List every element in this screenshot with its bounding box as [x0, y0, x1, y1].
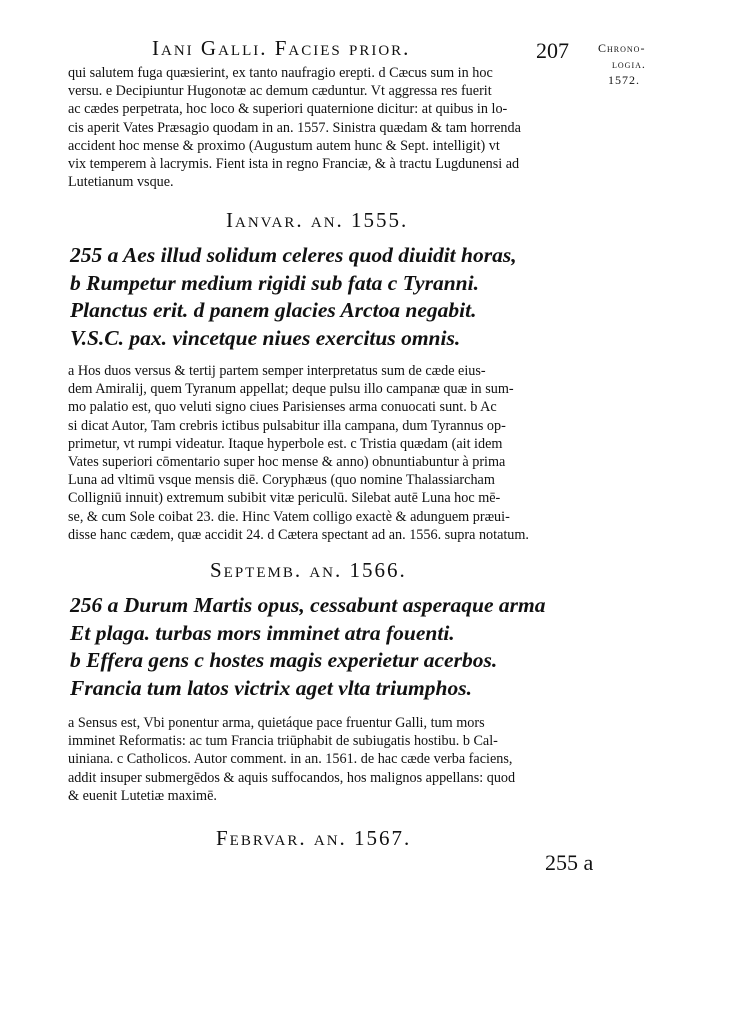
- page-number: 207: [536, 38, 569, 63]
- verse-line: Francia tum latos victrix aget vlta triumphos.: [70, 675, 472, 700]
- margin-note-line: Chrono-: [598, 41, 646, 55]
- catchword: 255 a: [545, 850, 594, 875]
- note-line: cis aperit Vates Præsagio quodam in an. 1557. Sinistra quædam & tam horrenda: [68, 119, 521, 136]
- commentary-block: [68, 714, 590, 805]
- commentary-block: [68, 362, 590, 544]
- commentary-line: addit insuper submergēdos & aquis suffocandos, hos malignos appellans: quod: [68, 769, 516, 786]
- section-heading: Septemb. an. 1566.: [210, 558, 407, 582]
- commentary-line: Vates superiori cōmentario super hoc mense & anno) obnuntiabuntur à prima: [68, 454, 506, 471]
- margin-note-line: 1572.: [608, 73, 640, 87]
- commentary-line: primetur, vt rumpi videatur. Itaque hyperbole est. c Tristia quædam (ait idem: [68, 435, 503, 452]
- verse-block: [70, 242, 590, 352]
- verse-line: b Rumpetur medium rigidi sub fata c Tyranni.: [70, 270, 479, 295]
- note-line: versu. e Decipiuntur Hugonotæ ac demum cæduntur. Vt aggressa res fuerit: [68, 83, 492, 100]
- commentary-line: Luna ad vltimū vsque mensis diē. Coryphæus (quo nomine Thalassiarcham: [68, 472, 495, 489]
- commentary-line: dem Amiralij, quem Tyranum appellat; deque pulsu illo campanæ quæ in sum-: [68, 381, 514, 398]
- note-line: vix temperem à lacrymis. Fient ista in regno Franciæ, & à tractu Lugdunensi ad: [68, 156, 520, 173]
- verse-block: [70, 592, 590, 702]
- running-head: Iani Galli. Facies prior.: [152, 36, 411, 60]
- section-heading: Febrvar. an. 1567.: [216, 826, 412, 850]
- commentary-line: imminet Reformatis: ac tum Francia triūphabit de subiugatis hostibu. b Cal-: [68, 733, 498, 750]
- commentary-line: disse hanc cædem, quæ accidit 24. d Cætera spectant ad an. 1556. supra notatum.: [68, 526, 529, 543]
- note-line: Lutetianum vsque.: [68, 174, 174, 191]
- margin-note-line: logia.: [612, 57, 646, 71]
- note-line: qui salutem fuga quæsierint, ex tanto naufragio erepti. d Cæcus sum in hoc: [68, 65, 493, 81]
- commentary-line: mo palatio est, quo veluti signo ciues Parisienses arma conuocati sunt. b Ac: [68, 399, 497, 416]
- commentary-line: a Hos duos versus & tertij partem semper interpretatus sum de cæde eius-: [68, 363, 486, 379]
- verse-line: Planctus erit. d panem glacies Arctoa negabit.: [70, 298, 477, 322]
- verse-line: V.S.C. pax. vincetque niues exercitus omnis.: [70, 325, 461, 350]
- commentary-line: Colligniū innuit) extremum subibit vitæ periculū. Silebat autē Luna hoc mē-: [68, 490, 501, 507]
- commentary-line: a Sensus est, Vbi ponentur arma, quietáque pace fruentur Galli, tum mors: [68, 715, 485, 731]
- top-note-block: [68, 64, 590, 191]
- verse-line: Et plaga. turbas mors imminet atra fouenti.: [70, 620, 455, 645]
- note-line: ac cædes perpetrata, hoc loco & superiori quaternione dicitur: at quibus in lo-: [68, 101, 508, 118]
- margin-note: [598, 40, 678, 88]
- verse-line: 256 a Durum Martis opus, cessabunt asperaque arma: [70, 593, 546, 617]
- note-line: accident hoc mense & proximo (Augustum autem hunc & Sept. intelligit) vt: [68, 137, 500, 154]
- commentary-line: uiniana. c Catholicos. Autor comment. in an. 1561. de hac cæde verba faciens,: [68, 751, 513, 768]
- verse-line: b Effera gens c hostes magis experietur acerbos.: [70, 648, 498, 672]
- commentary-line: si dicat Autor, Tam crebris ictibus pulsabitur illa campana, dum Tyrannus op-: [68, 417, 506, 434]
- section-heading: Ianvar. an. 1555.: [226, 208, 409, 232]
- commentary-line: se, & cum Sole coibat 23. die. Hinc Vatem colligo exactè & adunguem præui-: [68, 508, 510, 525]
- commentary-line: & euenit Lutetiæ maximē.: [68, 787, 217, 804]
- verse-line: 255 a Aes illud solidum celeres quod diuidit horas,: [70, 243, 517, 267]
